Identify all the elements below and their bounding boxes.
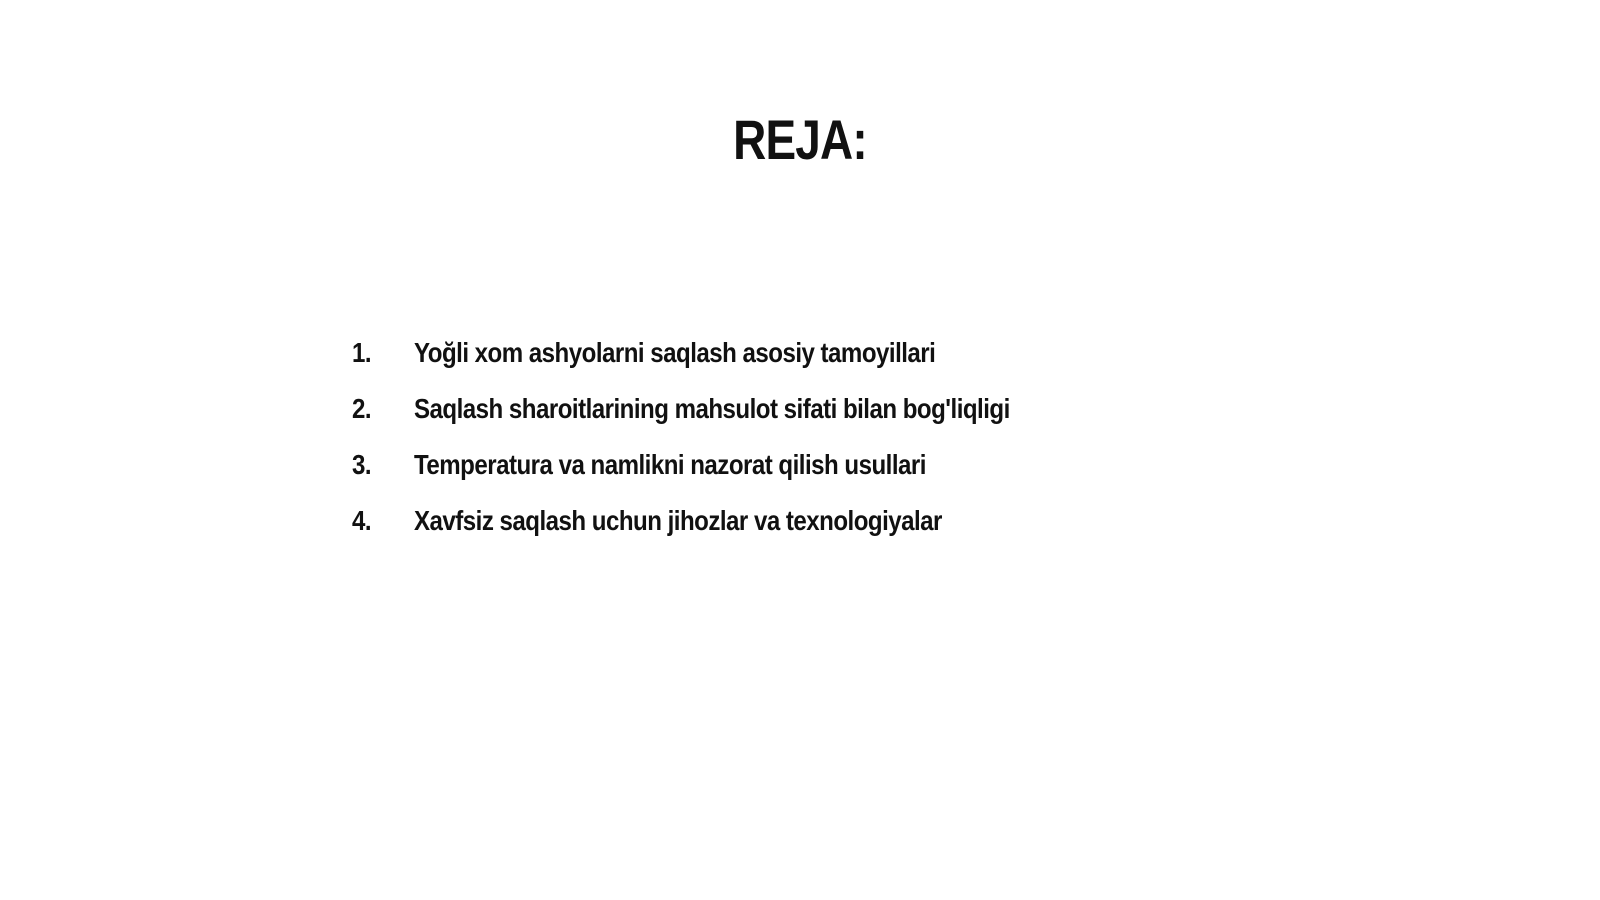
list-item-text: Temperatura va namlikni nazorat qilish usullari	[414, 449, 926, 480]
list-item-number: 2.	[352, 393, 372, 424]
slide-title: REJA:	[733, 108, 867, 171]
list-item-number: 1.	[352, 337, 372, 368]
list-item	[352, 381, 1107, 437]
list-item-number: 3.	[352, 449, 372, 480]
list-item	[352, 493, 1107, 549]
list-item-text: Yoğli xom ashyolarni saqlash asosiy tamoyillari	[414, 337, 936, 368]
list-item-text: Saqlash sharoitlarining mahsulot sifati bilan bog'liqligi	[414, 393, 1010, 424]
list-item-number: 4.	[352, 505, 372, 536]
list-item-text: Xavfsiz saqlash uchun jihozlar va texnologiyalar	[414, 505, 942, 536]
list-item	[352, 325, 1107, 381]
list-item	[352, 437, 1107, 493]
plan-list	[352, 325, 1107, 549]
